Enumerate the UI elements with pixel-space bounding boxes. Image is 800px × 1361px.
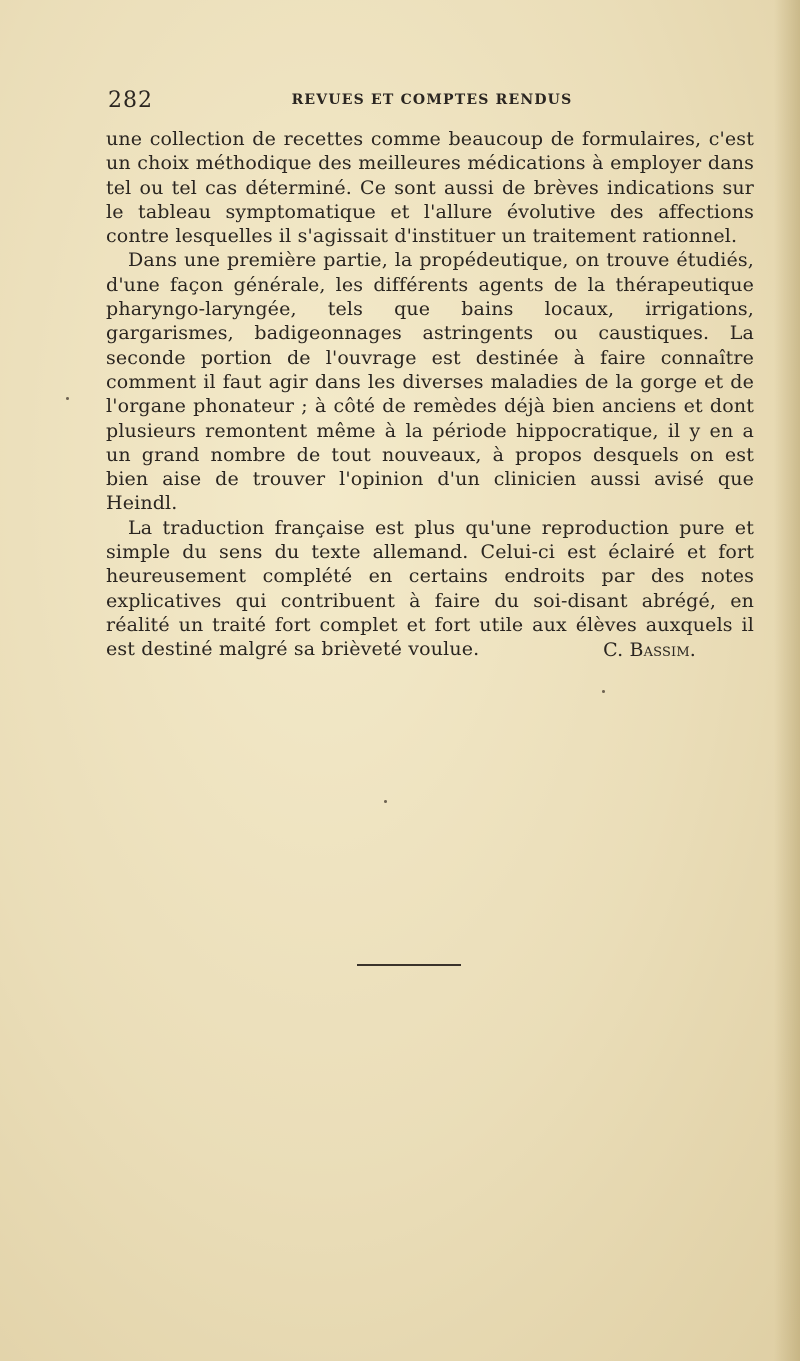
article-body (106, 127, 754, 662)
running-head (108, 88, 756, 112)
paragraph-propedeutique: Dans une première partie, la propédeutique, on trouve étudiés, d'une façon générale, les différents agents de la thérapeutique pharyngo-laryngée, tels que bains locaux, irrigations, gargarismes, badigeonnages astringents ou caustiques. La seconde portion de l'ouvrage est destinée à faire connaître comment il faut agir dans les diverses maladies de la gorge et de l'organe phonateur ; à côté de remèdes déjà bien anciens et dont plusieurs remontent même à la période hippocratique, il y en a un grand nombre de tout nouveaux, à propos desquels on est bien aise de trouver l'opinion d'un clinicien aussi avisé que Heindl. (106, 249, 754, 515)
paper-speck (384, 800, 387, 803)
section-title: REVUES ET COMPTES RENDUS (291, 92, 573, 108)
signature-initial: C. (603, 638, 624, 661)
paragraph-continuation: une collection de recettes comme beaucoup de formulaires, c'est un choix méthodique des meilleures médications à employer dans tel ou tel cas déterminé. Ce sont aussi de brèves indications sur le tableau symptomatique et l'allure évolutive des affections contre lesquelles il s'agissait d'instituer un traitement rationnel. (106, 128, 754, 248)
paper-speck (602, 690, 605, 693)
paragraph-traduction: La traduction française est plus qu'une reproduction pure et simple du sens du texte allemand. Celui-ci est éclairé et fort heureusement complété en certains endroits par des notes explicatives qui contribuent à faire du soi-disant abrégé, en réalité un traité fort complet et fort utile aux élèves auxquels il est destiné malgré sa brièveté voulue. (106, 516, 754, 661)
page-number: 282 (108, 88, 153, 113)
section-divider (357, 964, 461, 966)
signature-surname: Bassim. (629, 638, 696, 661)
paper-speck (66, 397, 69, 400)
